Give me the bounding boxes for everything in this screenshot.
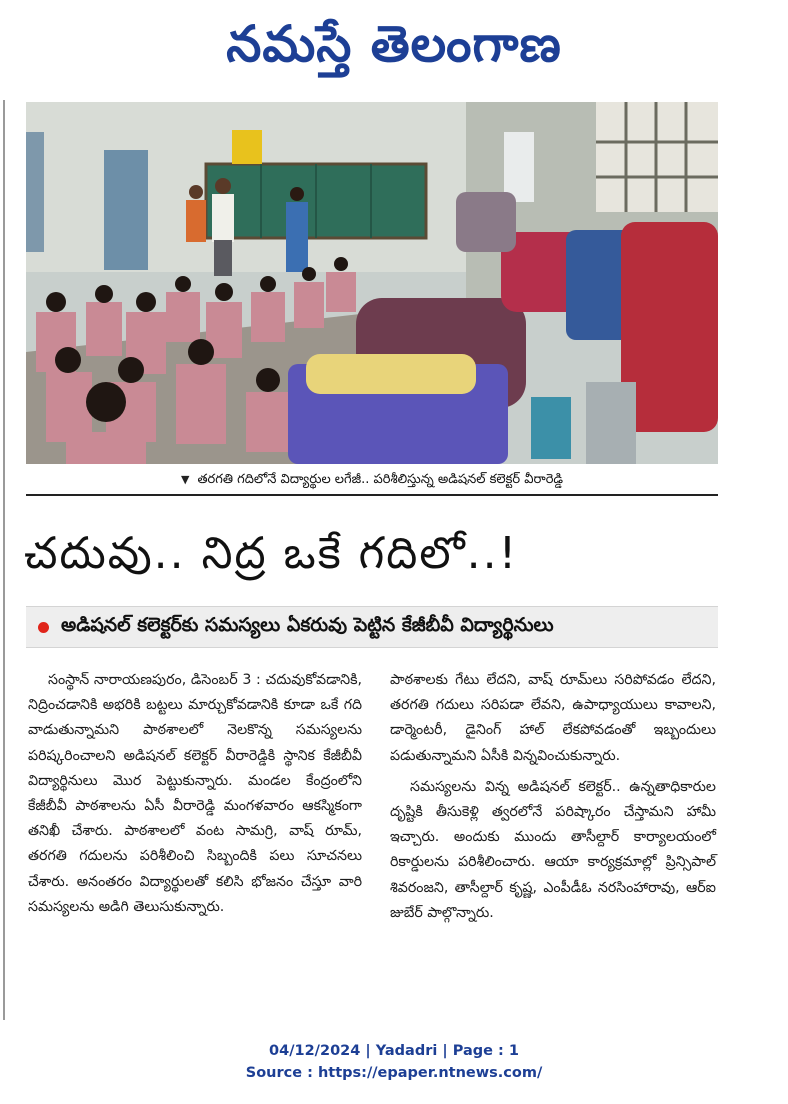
article-paragraph: సంస్థాన్ నారాయణపురం, డిసెంబర్ 3 : చదువుకోవడానికి, నిద్రించడానికి అభరికి బట్టలు మార్చుకోవడానికి కూడా ఒకే గది వాడుతున్నామని పాఠశాలలో నెలకొన్న సమస్యలను పరిష్కరించాలని అడిషనల్ కలెక్టర్ వీరారెడ్డికి స్థానిక కేజీబీవీ విద్యార్థినులు మొర పెట్టుకున్నారు. మండల కేంద్రంలోని కేజీబీవీ పాఠశాలను ఏసీ వీరారెడ్డి మంగళవారం ఆకస్మికంగా తనిఖీ చేశారు. పాఠశాలలో వంట సామగ్రి, వాష్ రూమ్, తరగతి గదులను పరిశీలించి సిబ్బందికి పలు సూచనలు చేశారు. అనంతరం విద్యార్థులతో కలిసి భోజనం చేస్తూ వారి సమస్యలను అడిగి తెలుసుకున్నారు.: [28, 672, 362, 915]
subheadline: [26, 606, 718, 648]
footer-date-line: 04/12/2024 | Yadadri | Page : 1: [269, 1043, 519, 1059]
column-rule: [3, 100, 5, 1020]
newspaper-title: నమస్తే తెలంగాణ: [226, 15, 562, 73]
masthead: [0, 4, 788, 84]
article-column-2: [390, 668, 716, 926]
headline: చదువు.. నిద్ర ఒకే గదిలో..!: [24, 528, 519, 579]
subheadline-text: అడిషనల్ కలెక్టర్‌కు సమస్యలు ఏకరువు పెట్టిన కేజీబీవీ విద్యార్థినులు: [61, 613, 554, 636]
photo-caption: [26, 466, 718, 496]
article-paragraph: సమస్యలను విన్న అడిషనల్ కలెక్టర్.. ఉన్నతాధికారుల దృష్టికి తీసుకెళ్లి త్వరలోనే పరిష్కారం చేస్తామని హామీ ఇచ్చారు. అందుకు ముందు తాసీల్దార్ కార్యాలయంలో రికార్డులను పరిశీలించారు. ఆయా కార్యక్రమాల్లో ప్రిన్సిపాల్ శివరంజని, తాసీల్దార్ కృష్ణ, ఎంపీడీఓ నరసింహారావు, ఆర్ఐ జుబేర్ పాల్గొన్నారు.: [390, 778, 716, 921]
caption-marker-icon: ▼: [180, 473, 190, 486]
article-paragraph: పాఠశాలకు గేటు లేదని, వాష్ రూమ్‌లు సరిపోవడం లేదని, తరగతి గదులు సరిపడా లేవని, ఉపాధ్యాయులు కావాలని, డార్మెంటరీ, డైనింగ్ హాల్ లేకపోవడంతో ఇబ్బందులు పడుతున్నామని ఏసీకి విన్నవించుకున్నారు.: [390, 672, 716, 764]
footer-source-line: Source : https://epaper.ntnews.com/: [245, 1065, 543, 1081]
article-column-1: [28, 668, 362, 920]
news-photo: [26, 102, 718, 464]
bullet-icon: [38, 622, 49, 633]
page-footer: [0, 1040, 788, 1084]
classroom-photo-icon: [26, 102, 718, 464]
caption-text: తరగతి గదిలోనే విద్యార్థుల లగేజీ.. పరిశీలిస్తున్న అడిషనల్ కలెక్టర్ వీరారెడ్డి: [197, 472, 564, 487]
